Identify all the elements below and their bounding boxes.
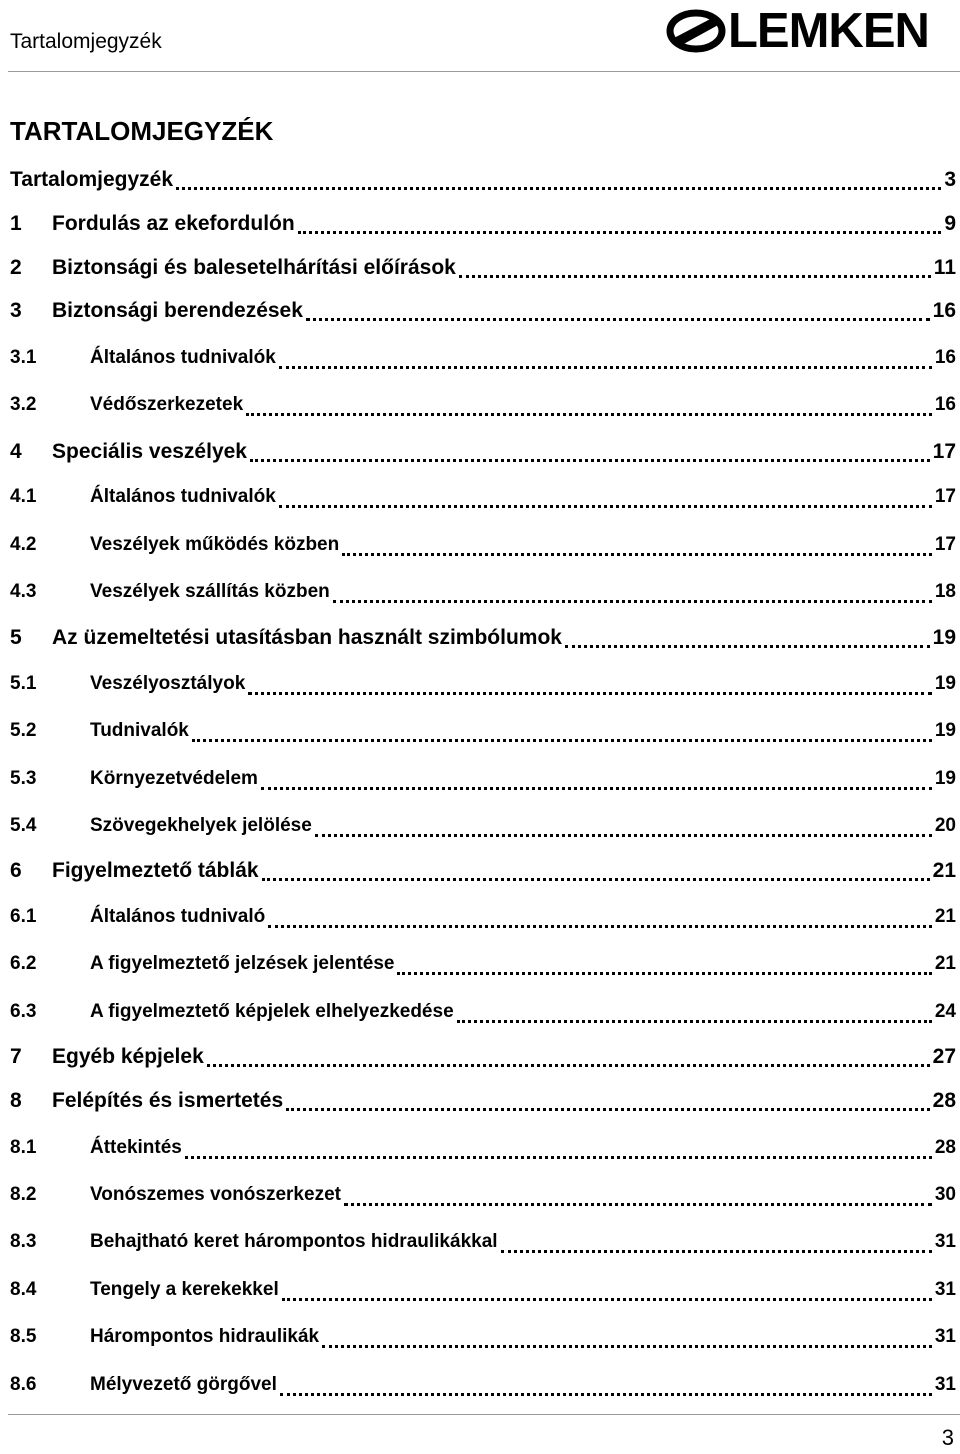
toc-entry-number: 5.1 (10, 673, 37, 694)
toc-entry[interactable] (10, 1326, 956, 1356)
toc-entry-number: 6.1 (10, 906, 37, 927)
toc-entry-number: 6.2 (10, 953, 37, 974)
toc-entry-page: 9 (944, 212, 956, 235)
toc-entry-number: 2 (10, 256, 22, 279)
toc-entry-number: 8.1 (10, 1137, 37, 1158)
toc-entry-page: 20 (934, 815, 956, 836)
toc-entry-page: 11 (933, 256, 956, 279)
toc-entry-title: Hárompontos hidraulikák (90, 1326, 320, 1347)
logo-wordmark: LEMKEN (728, 4, 929, 58)
toc-entry-title: Áttekintés (90, 1137, 182, 1158)
toc-entry[interactable] (10, 581, 956, 611)
toc-dot-leader (306, 318, 930, 321)
toc-entry-title: Tartalomjegyzék (10, 168, 174, 191)
toc-entry-page: 3 (944, 168, 956, 191)
toc-entry-number: 4.1 (10, 486, 37, 507)
toc-entry[interactable] (10, 1089, 956, 1119)
toc-dot-leader (501, 1250, 932, 1253)
toc-dot-leader (333, 600, 932, 603)
toc-entry-number: 3.1 (10, 347, 37, 368)
toc-entry-title: Egyéb képjelek (52, 1045, 204, 1068)
toc-entry-page: 16 (932, 299, 956, 322)
toc-dot-leader (261, 787, 932, 790)
toc-entry-page: 21 (932, 859, 956, 882)
toc-entry-title: Behajtható keret hárompontos hidraulikákkal (90, 1231, 498, 1252)
toc-dot-leader (565, 645, 930, 648)
page-header (0, 0, 960, 72)
toc-entry[interactable] (10, 1279, 956, 1309)
toc-entry-number: 8.4 (10, 1279, 37, 1300)
toc-entry-number: 6.3 (10, 1001, 37, 1022)
toc-heading: TARTALOMJEGYZÉK (10, 116, 274, 146)
toc-dot-leader (342, 553, 932, 556)
toc-entry[interactable] (10, 256, 956, 286)
toc-dot-leader (315, 834, 932, 837)
toc-dot-leader (322, 1345, 932, 1348)
toc-entry-title: Környezetvédelem (90, 768, 258, 789)
toc-dot-leader (176, 187, 941, 190)
toc-entry-title: Veszélyek működés közben (90, 534, 340, 555)
toc-entry-title: Védőszerkezetek (90, 394, 244, 415)
toc-dot-leader (280, 1393, 932, 1396)
toc-entry-page: 21 (934, 906, 956, 927)
toc-entry-title: Felépítés és ismertetés (52, 1089, 284, 1112)
toc-entry[interactable] (10, 299, 956, 329)
toc-entry-title: Az üzemeltetési utasításban használt szimbólumok (52, 626, 562, 649)
toc-entry-page: 31 (934, 1231, 956, 1252)
toc-entry[interactable] (10, 859, 956, 889)
toc-entry[interactable] (10, 534, 956, 564)
toc-dot-leader (282, 1298, 932, 1301)
toc-entry[interactable] (10, 953, 956, 983)
toc-entry-number: 8.2 (10, 1184, 37, 1205)
toc-entry-title: Biztonsági berendezések (52, 299, 303, 322)
toc-entry-number: 5.4 (10, 815, 37, 836)
toc-entry-page: 28 (934, 1137, 956, 1158)
toc-entry-title: Tudnivalók (90, 720, 189, 741)
toc-entry-number: 5.3 (10, 768, 37, 789)
toc-dot-leader (397, 972, 931, 975)
footer-divider (8, 1414, 960, 1415)
toc-entry-page: 27 (932, 1045, 956, 1068)
toc-entry[interactable] (10, 815, 956, 845)
toc-entry-title: Mélyvezető görgővel (90, 1374, 277, 1395)
toc-entry[interactable] (10, 906, 956, 936)
toc-dot-leader (279, 366, 932, 369)
toc-entry-number: 4.3 (10, 581, 37, 602)
toc-entry[interactable] (10, 1374, 956, 1404)
page-number: 3 (941, 1425, 954, 1450)
toc-entry-number: 8.6 (10, 1374, 37, 1395)
toc-entry-number: 8.3 (10, 1231, 37, 1252)
toc-dot-leader (192, 739, 932, 742)
toc-entry-number: 8.5 (10, 1326, 37, 1347)
toc-entry[interactable] (10, 1231, 956, 1261)
toc-entry-title: Vonószemes vonószerkezet (90, 1184, 341, 1205)
running-title: Tartalomjegyzék (10, 30, 162, 53)
toc-entry-number: 7 (10, 1045, 22, 1068)
toc-entry-page: 31 (934, 1374, 956, 1395)
toc-entry-title: Szövegekhelyek jelölése (90, 815, 312, 836)
toc-entry-number: 1 (10, 212, 22, 235)
toc-entry-page: 19 (934, 768, 956, 789)
toc-entry-page: 30 (934, 1184, 956, 1205)
toc-entry-title: Általános tudnivaló (90, 906, 266, 927)
toc-entry-page: 19 (932, 626, 956, 649)
toc-dot-leader (268, 925, 932, 928)
toc-entry-page: 19 (934, 720, 956, 741)
toc-entry[interactable] (10, 768, 956, 798)
toc-entry[interactable] (10, 394, 956, 424)
toc-entry[interactable] (10, 168, 956, 198)
toc-entry-number: 5.2 (10, 720, 37, 741)
toc-entry[interactable] (10, 1184, 956, 1214)
toc-entry[interactable] (10, 1045, 956, 1075)
toc-entry-title: Fordulás az ekefordulón (52, 212, 295, 235)
toc-entry-title: Veszélyosztályok (90, 673, 246, 694)
toc-entry-page: 21 (934, 953, 956, 974)
toc-entry-title: A figyelmeztető képjelek elhelyezkedése (90, 1001, 454, 1022)
toc-entry-page: 17 (934, 486, 956, 507)
toc-dot-leader (457, 1020, 932, 1023)
toc-entry-title: A figyelmeztető jelzések jelentése (90, 953, 395, 974)
toc-dot-leader (298, 231, 942, 234)
toc-entry-number: 3.2 (10, 394, 37, 415)
toc-dot-leader (279, 505, 932, 508)
toc-entry-page: 28 (932, 1089, 956, 1112)
toc-entry-number: 3 (10, 299, 22, 322)
toc-entry-number: 4 (10, 440, 22, 463)
toc-dot-leader (262, 878, 930, 881)
toc-entry[interactable] (10, 212, 956, 242)
toc-dot-leader (286, 1108, 930, 1111)
toc-entry-page: 16 (934, 347, 956, 368)
toc-entry-page: 18 (934, 581, 956, 602)
toc-entry[interactable] (10, 1137, 956, 1167)
toc-entry-number: 8 (10, 1089, 22, 1112)
toc-entry-page: 17 (934, 534, 956, 555)
toc-entry[interactable] (10, 720, 956, 750)
toc-entry-number: 6 (10, 859, 22, 882)
toc-entry-title: Általános tudnivalók (90, 486, 276, 507)
toc-entry-page: 31 (934, 1326, 956, 1347)
toc-entry-title: Veszélyek szállítás közben (90, 581, 330, 602)
toc-entry-page: 17 (932, 440, 956, 463)
toc-entry[interactable] (10, 626, 956, 656)
toc-entry-page: 31 (934, 1279, 956, 1300)
toc-entry-title: Tengely a kerekekkel (90, 1279, 279, 1300)
toc-entry-number: 4.2 (10, 534, 37, 555)
toc-entry-title: Speciális veszélyek (52, 440, 247, 463)
lemken-logo (666, 2, 950, 60)
toc-entry-page: 24 (934, 1001, 956, 1022)
toc-entry-title: Biztonsági és balesetelhárítási előírások (52, 256, 456, 279)
toc-entry[interactable] (10, 1001, 956, 1031)
toc-entry[interactable] (10, 486, 956, 516)
toc-entry-title: Figyelmeztető táblák (52, 859, 259, 882)
toc-entry[interactable] (10, 673, 956, 703)
toc-entry-title: Általános tudnivalók (90, 347, 276, 368)
toc-entry-page: 16 (934, 394, 956, 415)
toc-dot-leader (246, 413, 932, 416)
header-divider (8, 71, 960, 72)
toc-dot-leader (250, 459, 930, 462)
toc-dot-leader (459, 275, 931, 278)
toc-dot-leader (344, 1203, 932, 1206)
toc-entry-number: 5 (10, 626, 22, 649)
toc-entry[interactable] (10, 347, 956, 377)
toc-dot-leader (207, 1064, 930, 1067)
toc-dot-leader (248, 692, 932, 695)
toc-dot-leader (185, 1156, 932, 1159)
toc-entry-page: 19 (934, 673, 956, 694)
lemken-emblem-icon (666, 2, 728, 60)
toc-entry[interactable] (10, 440, 956, 470)
